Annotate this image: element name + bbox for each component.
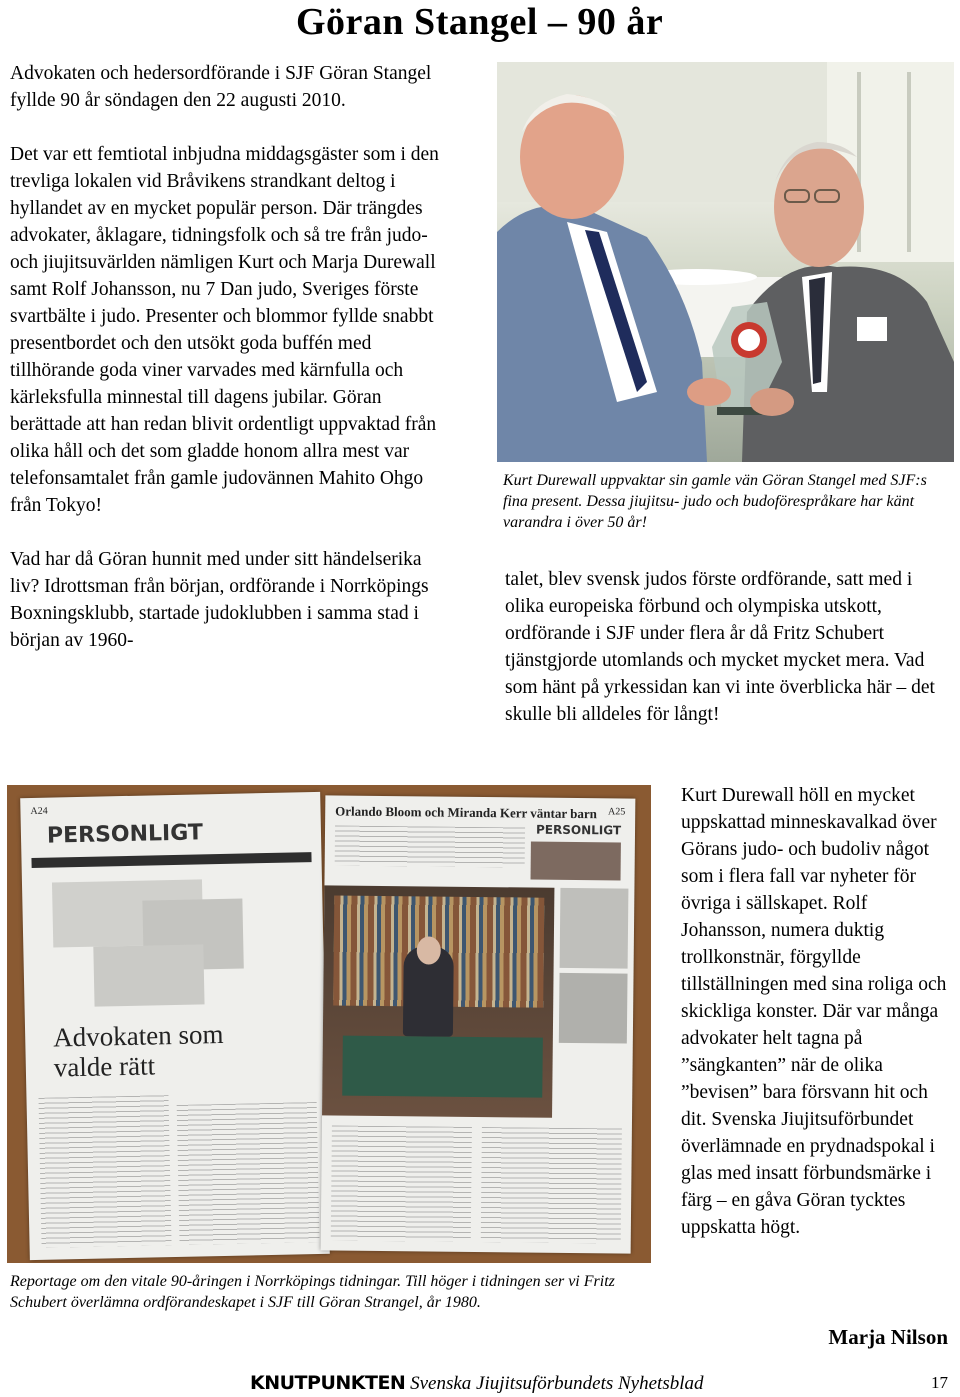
newspaper-top-headline: Orlando Bloom och Miranda Kerr väntar barn (335, 803, 597, 822)
footer-brand: KNUTPUNKTEN (250, 1372, 406, 1394)
award-photo-illustration (497, 62, 954, 462)
career-paragraph: Vad har då Göran hunnit med under sitt händelserika liv? Idrottsman från början, ordförande i Norrköpings Boxningsklubb, startade judoklubben i samma stad i början av 1960- (10, 549, 429, 651)
newspaper-left-page (20, 792, 330, 1260)
author-name: Marja Nilson (828, 1325, 948, 1349)
footer (250, 1372, 704, 1395)
right-column: talet, blev svensk judos förste ordförande, satt med i olika europeiska förbund och olympiska utskott, ordförande i SJF under flera år då Fritz Schubert tjänstgjorde utomlands och mycket mycket mera. Vad som hänt på yrkessidan kan vi inte överblicka här – det skulle bli alldeles för långt! (505, 569, 935, 725)
footer-subtitle: Svenska Jiujitsuförbundets Nyhetsblad (410, 1373, 704, 1394)
intro-paragraph: Advokaten och hedersordförande i SJF Göran Stangel fyllde 90 år söndagen den 22 augusti 2010. (10, 63, 432, 111)
newspaper-photo (7, 785, 651, 1263)
page-number: 17 (931, 1373, 948, 1392)
newspaper-right-page (321, 795, 636, 1253)
newspaper-logo: PERSONLIGT (46, 820, 204, 849)
newspaper-page-number-right: A25 (607, 806, 626, 818)
newspaper-headline: Advokaten som valde rätt (52, 1018, 224, 1083)
award-photo (497, 62, 954, 462)
article-title: Göran Stangel – 90 år (296, 1, 664, 43)
newspaper-photo-caption: Reportage om den vitale 90-åringen i Norrköpings tidningar. Till höger i tidningen ser vi Fritz Schubert överlämna ordförandeskapet i SJF till Göran Strangel, år 1980. (10, 1273, 615, 1311)
party-paragraph: Det var ett femtiotal inbjudna middagsgäster som i den trevliga lokalen vid Bråvikens strandkant deltog i hyllandet av en mycket populär person. Där trängdes advokater, åklagare, tidningsfolk och så tre från judo- och jiujitsuvärlden nämligen Kurt och Marja Durewall samt Rolf Johansson, nu 7 Dan judo, Sveriges förste svartbälte i judo. Presenter och blommor fyllde snabbt presentbordet och den utsökt goda buffén med tillhörande goda viner varvades med kärnfulla och kärleksfulla minnestal till dagens jubilar. Göran berättade att han redan blivit ordentligt uppvaktad från olika håll och det som gladde honom allra mest var telefonsamtalet från gamle judovännen Mahito Ohgo från Tokyo! (10, 144, 439, 516)
award-photo-caption: Kurt Durewall uppvaktar sin gamle vän Göran Stangel med SJF:s fina present. Dessa jiujitsu- judo och budoförespråkare har känt varandra i över 50 år! (503, 472, 927, 531)
newspaper-logo-right: PERSONLIGT (535, 822, 622, 838)
left-column (10, 60, 440, 654)
side-column: Kurt Durewall höll en mycket uppskattad minneskavalkad över Görans judo- och budoliv något som i flera fall var nyheter för övriga i sällskapet. Rolf Johansson, numera duktig trollkonstnär, förgyllde tillställningen med sina roliga och skickliga konster. Där var många advokater helt tagna på ”sängkanten” när de olika ”bevisen” bara försvann hit och dit. Svenska Jiujitsuförbundet överlämnade en prydnadspokal i glas med insatt förbundsmärke i färg – en gåva Göran tycktes uppskatta högt. (681, 785, 947, 1238)
newspaper-page-number-left: A24 (30, 805, 48, 817)
